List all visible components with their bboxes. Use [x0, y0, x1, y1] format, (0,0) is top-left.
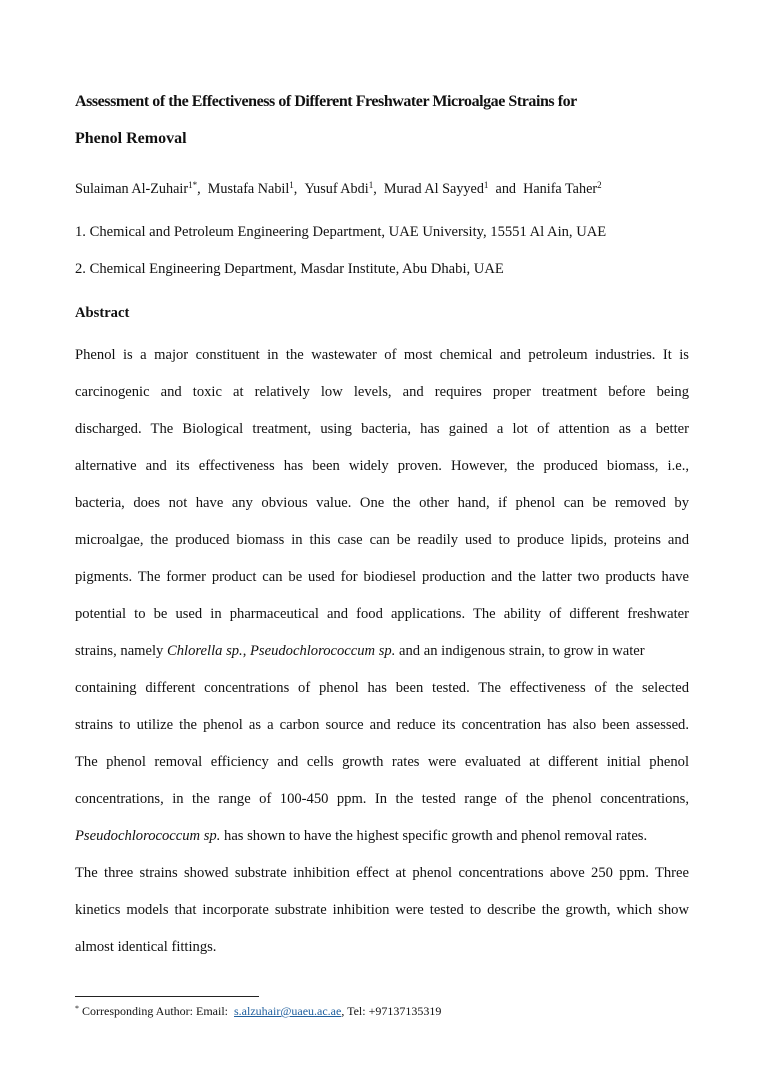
abstract-line: microalgae, the produced biomass in this case can be readily used to produce lipids, proteins and	[75, 532, 689, 548]
abstract-line: Pseudochlorococcum sp. has shown to have the highest specific growth and phenol removal rates.	[75, 828, 648, 844]
affiliation-1: 1. Chemical and Petroleum Engineering Department, UAE University, 15551 Al Ain, UAE	[75, 224, 607, 240]
abstract-line: strains to utilize the phenol as a carbon source and reduce its concentration has also been assessed.	[75, 717, 689, 733]
abstract-line: Phenol is a major constituent in the wastewater of most chemical and petroleum industries. It is	[75, 347, 689, 363]
species-name: Chlorella sp.	[167, 643, 243, 659]
abstract-line: alternative and its effectiveness has been widely proven. However, the produced biomass, i.e.,	[75, 458, 689, 474]
author-name: Sulaiman Al-Zuhair	[75, 181, 189, 197]
affiliation-2: 2. Chemical Engineering Department, Masdar Institute, Abu Dhabi, UAE	[75, 261, 504, 277]
abstract-line: bacteria, does not have any obvious value. One the other hand, if phenol can be removed by	[75, 495, 689, 511]
abstract-heading: Abstract	[75, 305, 130, 321]
author-name: Murad Al Sayyed	[383, 181, 484, 197]
abstract-line: discharged. The Biological treatment, using bacteria, has gained a lot of attention as a better	[75, 421, 689, 437]
abstract-line: carcinogenic and toxic at relatively low levels, and requires proper treatment before being	[75, 384, 689, 400]
abstract-line: kinetics models that incorporate substrate inhibition were tested to describe the growth, which show	[75, 902, 689, 918]
author-list: Sulaiman Al-Zuhair$^{1*}$, Mustafa Nabil$^1$, Yusuf Abdi$^1$, Murad Al Sayyed$^1$ and Hanifa Taher$^2$	[75, 180, 602, 197]
species-name: Pseudochlorococcum sp.	[75, 828, 221, 844]
corresponding-email-link[interactable]: s.alzuhair@uaeu.ac.ae	[234, 1004, 342, 1018]
abstract-line: pigments. The former product can be used for biodiesel production and the latter two products have	[75, 569, 689, 585]
author-name: Yusuf Abdi	[304, 181, 369, 197]
author-name: Mustafa Nabil	[207, 181, 290, 197]
abstract-line: potential to be used in pharmaceutical and food applications. The ability of different freshwater	[75, 606, 689, 622]
abstract-line: concentrations, in the range of 100-450 ppm. In the tested range of the phenol concentrations,	[75, 791, 689, 807]
species-name: Pseudochlorococcum sp.	[250, 643, 396, 659]
footnote	[75, 1003, 441, 1019]
paper-title-line-1: Assessment of the Effectiveness of Different Freshwater Microalgae Strains for	[75, 93, 577, 110]
author-mark: 1	[289, 180, 294, 190]
author-mark: 1	[483, 180, 489, 190]
abstract-line: containing different concentrations of phenol has been tested. The effectiveness of the selected	[75, 680, 689, 696]
abstract-line: strains, namely Chlorella sp., Pseudochlorococcum sp. and an indigenous strain, to grow in water	[75, 643, 645, 659]
footnote-tel: , Tel: +97137135319	[341, 1004, 442, 1018]
abstract-line: almost identical fittings.	[75, 939, 217, 955]
paper-title-line-2: Phenol Removal	[75, 130, 187, 147]
author-mark: 1*	[188, 180, 198, 190]
abstract-line: The phenol removal efficiency and cells growth rates were evaluated at different initial phenol	[75, 754, 689, 770]
author-mark: 2	[597, 180, 602, 190]
footnote-mark: *	[75, 1004, 79, 1013]
abstract-line: The three strains showed substrate inhibition effect at phenol concentrations above 250 ppm. Three	[75, 865, 689, 881]
author-name: Hanifa Taher	[523, 181, 598, 197]
footnote-separator	[75, 996, 259, 997]
footnote-label: Corresponding Author: Email:	[79, 1004, 231, 1018]
author-mark: 1	[368, 180, 374, 190]
